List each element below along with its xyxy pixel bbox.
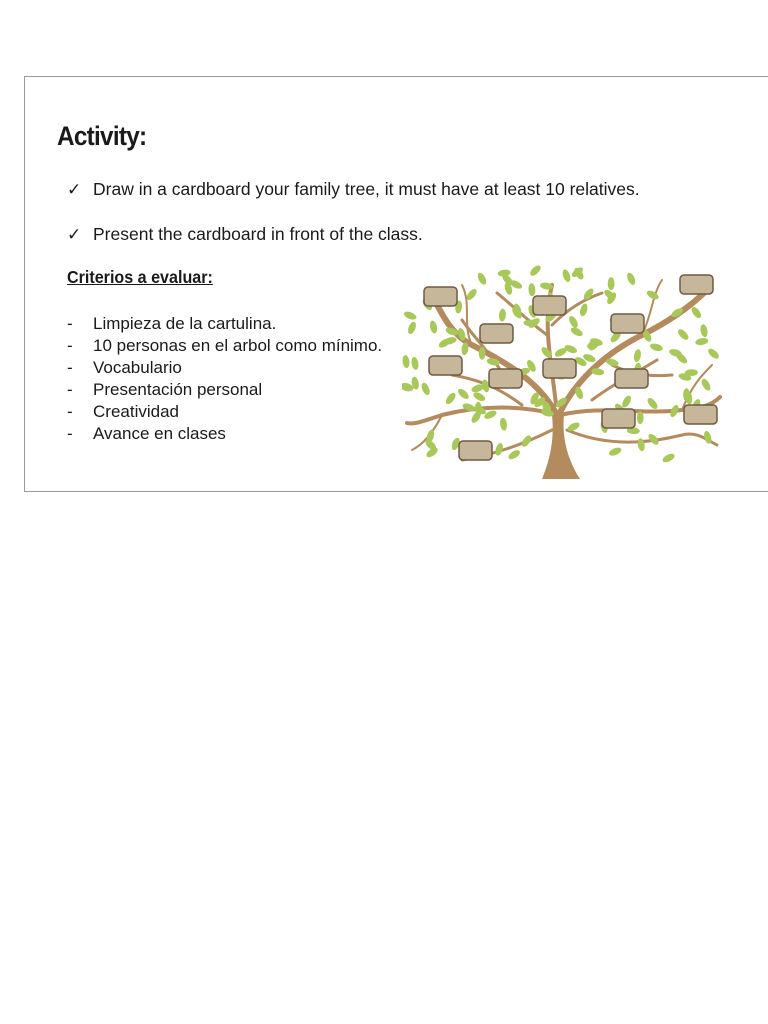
leaf-shape <box>528 265 542 278</box>
leaf-shape <box>476 271 488 286</box>
criteria-heading: Criterios a evaluar: <box>67 267 213 287</box>
leaf-shape <box>429 320 438 334</box>
leaf-shape <box>563 344 578 355</box>
name-frame <box>489 369 522 388</box>
bullet-dash: - <box>67 424 73 443</box>
leaf-shape <box>420 381 431 396</box>
leaf-shape <box>472 391 487 403</box>
name-frame <box>533 296 566 315</box>
activity-title: Activity: <box>57 121 147 151</box>
name-frame <box>615 369 648 388</box>
list-item: - Vocabulario <box>67 358 182 377</box>
list-item: - Avance en clases <box>67 424 226 443</box>
list-item: - Presentación personal <box>67 380 263 399</box>
leaf-shape <box>695 337 709 346</box>
leaf-shape <box>403 310 418 321</box>
leaf-shape <box>661 452 676 464</box>
name-frame <box>429 356 462 375</box>
checkmark-icon: ✓ <box>67 225 82 244</box>
task-text: Present the cardboard in front of the class. <box>93 224 423 244</box>
leaf-shape <box>700 377 712 392</box>
bullet-dash: - <box>67 380 73 399</box>
leaf-shape <box>676 327 690 341</box>
bullet-dash: - <box>67 314 73 333</box>
leaf-shape <box>649 342 663 352</box>
leaf-shape <box>406 321 417 336</box>
name-frame <box>543 359 576 378</box>
family-tree-illustration <box>402 265 722 481</box>
task-item-draw <box>67 179 640 200</box>
leaf-shape <box>637 411 644 424</box>
leaf-shape <box>499 308 507 321</box>
leaf-shape <box>699 324 708 338</box>
leaf-shape <box>411 356 420 370</box>
leaf-shape <box>637 438 646 452</box>
name-frame <box>459 441 492 460</box>
leaf-shape <box>499 417 507 431</box>
leaf-shape <box>706 347 720 361</box>
leaf-shape <box>402 355 410 369</box>
name-frame <box>480 324 513 343</box>
leaf-shape <box>608 277 615 290</box>
name-frame <box>424 287 457 306</box>
bullet-dash: - <box>67 358 73 377</box>
task-text: Draw in a cardboard your family tree, it must have at least 10 relatives. <box>93 179 640 199</box>
leaf-shape <box>524 320 537 327</box>
checkmark-icon: ✓ <box>67 180 82 199</box>
leaf-shape <box>646 396 660 410</box>
leaf-shape <box>528 283 536 296</box>
list-item: - Limpieza de la cartulina. <box>67 314 277 333</box>
leaf-shape <box>633 349 642 363</box>
leaf-shape <box>561 268 572 283</box>
list-item: - 10 personas en el arbol como mínimo. <box>67 336 383 355</box>
name-frame <box>611 314 644 333</box>
leaf-shape <box>608 446 623 457</box>
list-item: - Creatividad <box>67 402 179 421</box>
task-item-present <box>67 224 423 245</box>
leaf-shape <box>507 448 522 461</box>
bullet-dash: - <box>67 402 73 421</box>
name-frame <box>680 275 713 294</box>
name-frame <box>602 409 635 428</box>
leaf-shape <box>579 303 589 317</box>
bullet-dash: - <box>67 336 73 355</box>
leaf-shape <box>625 271 636 286</box>
name-frame <box>684 405 717 424</box>
leaf-shape <box>444 391 457 405</box>
activity-slide <box>24 76 768 492</box>
leaf-shape <box>456 387 470 401</box>
leaf-shape <box>567 315 579 330</box>
criteria-list <box>67 313 382 445</box>
